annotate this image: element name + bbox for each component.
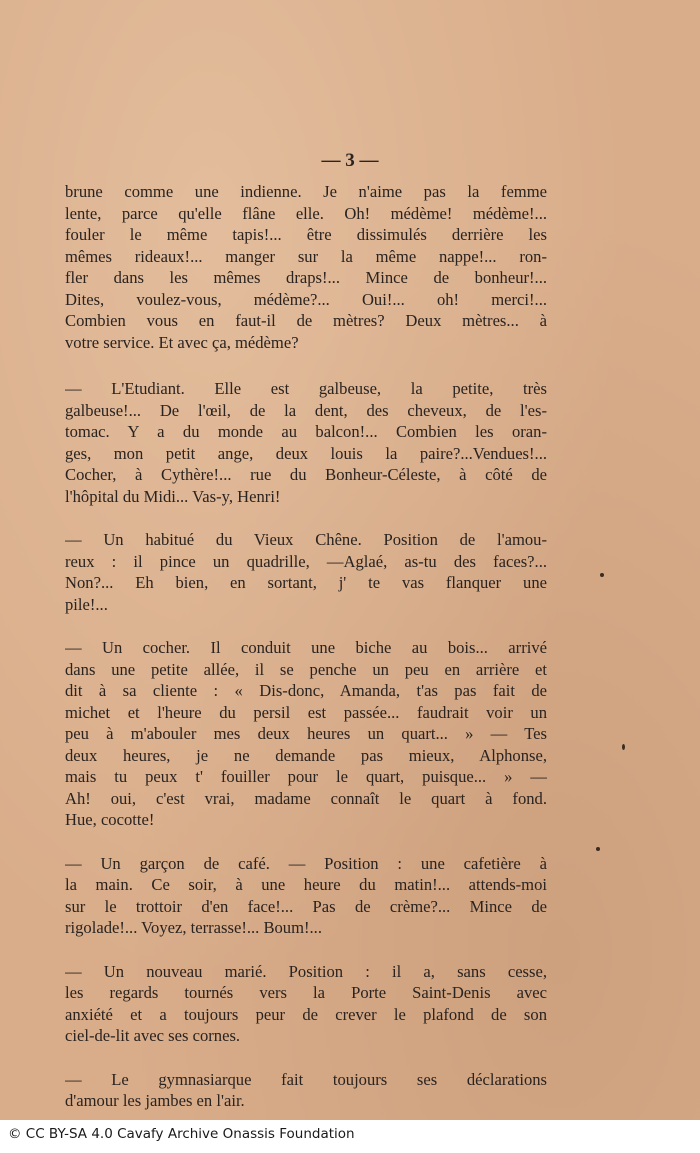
paragraph	[65, 181, 547, 353]
ink-speck	[596, 847, 600, 851]
paragraph	[65, 637, 547, 831]
text-line: votre service. Et avec ça, médème?	[65, 332, 299, 352]
text-line: les regards tournés vers la Porte Saint-Denis avec	[65, 983, 547, 1002]
text-line: fouler le même tapis!... être dissimulés derrière les	[65, 225, 547, 244]
text-line: fler dans les mêmes draps!... Mince de bonheur!...	[65, 268, 547, 287]
text-line: mêmes rideaux!... manger sur la même nappe!... ron-	[65, 246, 547, 266]
text-line: Dites, voulez-vous, médème?... Oui!... oh! merci!...	[65, 289, 547, 309]
text-line: michet et l'heure du persil est passée... faudrait voir un	[65, 702, 547, 722]
text-line: — Un habitué du Vieux Chêne. Position de l'amou-	[65, 530, 547, 549]
text-line: sur le trottoir d'en face!... Pas de crème?... Mince de	[65, 896, 547, 916]
text-line: reux : il pince un quadrille, —Aglaé, as-tu des faces?...	[65, 551, 547, 571]
text-line: d'amour les jambes en l'air.	[65, 1091, 245, 1110]
text-line: — Un cocher. Il conduit une biche au bois... arrivé	[65, 638, 547, 657]
ink-speck	[600, 573, 604, 577]
text-line: galbeuse!... De l'œil, de la dent, des cheveux, de l'es-	[65, 400, 547, 420]
text-line: Non?... Eh bien, en sortant, j' te vas flanquer une	[65, 573, 547, 592]
page-number: — 3 —	[321, 150, 379, 171]
text-line: Combien vous en faut-il de mètres? Deux mètres... à	[65, 311, 547, 330]
text-line: — Un nouveau marié. Position : il a, sans cesse,	[65, 961, 547, 981]
text-line: tomac. Y a du monde au balcon!... Combien les oran-	[65, 422, 547, 441]
text-line: rigolade!... Voyez, terrasse!... Boum!...	[65, 918, 322, 937]
text-line: Hue, cocotte!	[65, 810, 155, 829]
text-line: — L'Etudiant. Elle est galbeuse, la petite, très	[65, 379, 547, 398]
text-line: dit à sa cliente : « Dis-donc, Amanda, t'as pas fait de	[65, 681, 547, 700]
paragraph	[65, 961, 547, 1047]
paragraph	[65, 378, 547, 507]
text-line: mais tu peux t' fouiller pour le quart, puisque... » —	[65, 767, 547, 786]
paragraph	[65, 853, 547, 939]
paragraph	[65, 1069, 547, 1112]
text-line: Cocher, à Cythère!... rue du Bonheur-Céleste, à côté de	[65, 465, 547, 484]
text-line: Ah! oui, c'est vrai, madame connaît le quart à fond.	[65, 788, 547, 808]
license-credit: © CC BY-SA 4.0 Cavafy Archive Onassis Foundation	[8, 1126, 355, 1142]
text-line: l'hôpital du Midi... Vas-y, Henri!	[65, 486, 281, 506]
text-line: la main. Ce soir, à une heure du matin!... attends-moi	[65, 875, 547, 894]
ink-speck	[622, 744, 625, 750]
text-line: — Le gymnasiarque fait toujours ses déclarations	[65, 1069, 547, 1089]
text-line: peu à m'abouler mes deux heures un quart... » — Tes	[65, 724, 547, 743]
text-line: — Un garçon de café. — Position : une cafetière à	[65, 853, 547, 873]
paragraph	[65, 529, 547, 615]
text-line: ges, mon petit ange, deux louis la paire?...Vendues!...	[65, 443, 547, 463]
text-line: deux heures, je ne demande pas mieux, Alphonse,	[65, 745, 547, 765]
text-line: ciel-de-lit avec ses cornes.	[65, 1026, 241, 1045]
text-line: dans une petite allée, il se penche un peu en arrière et	[65, 659, 547, 679]
text-line: anxiété et a toujours peur de crever le plafond de son	[65, 1004, 547, 1024]
text-line: brune comme une indienne. Je n'aime pas la femme	[65, 182, 547, 201]
text-line: pile!...	[65, 594, 108, 614]
text-line: lente, parce qu'elle flâne elle. Oh! médème! médème!...	[65, 203, 547, 223]
body-text	[65, 181, 547, 1120]
